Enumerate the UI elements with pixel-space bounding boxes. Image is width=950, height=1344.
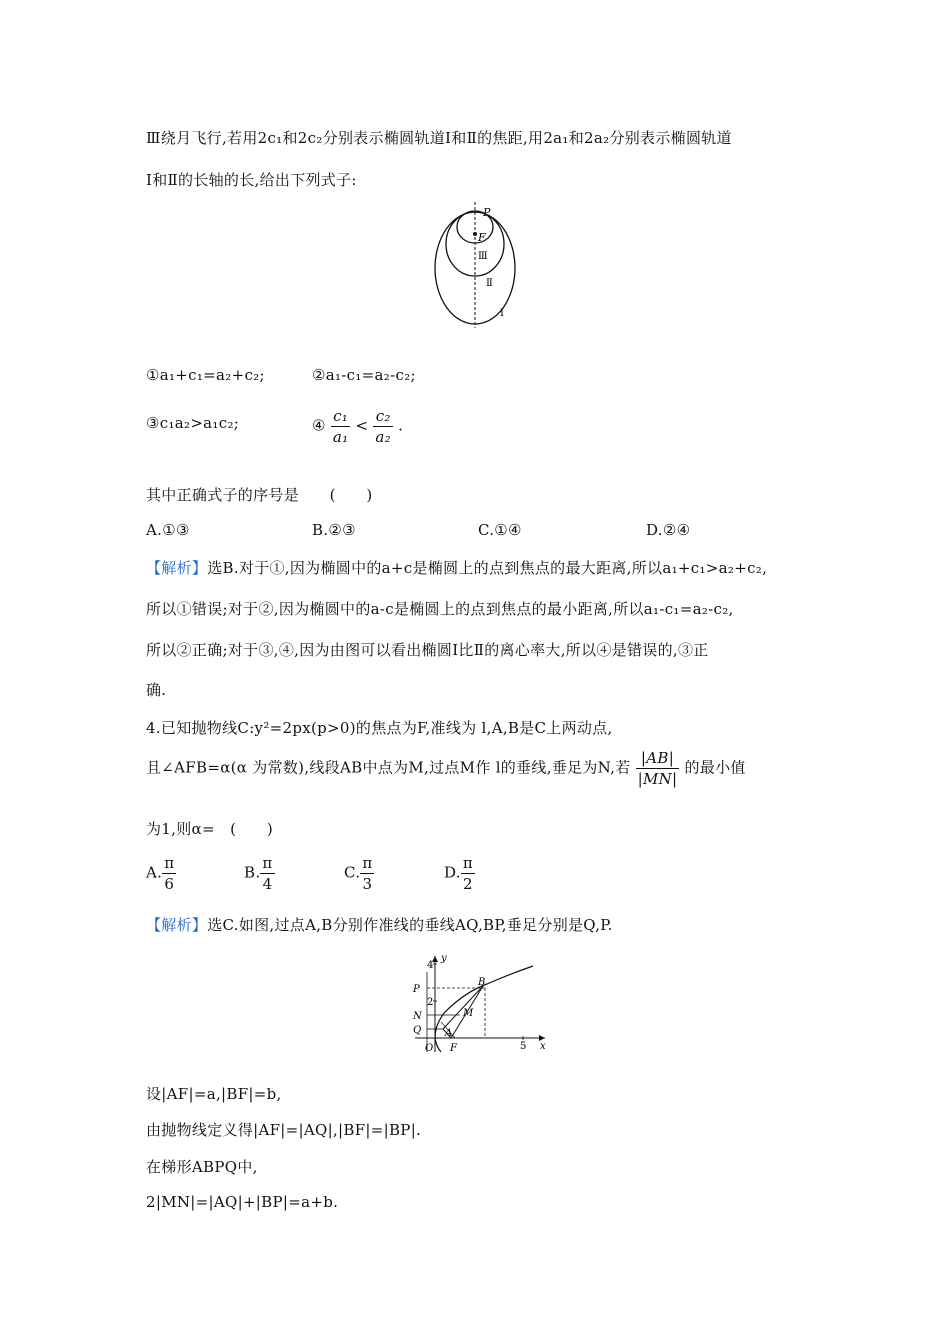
label-4: 4 xyxy=(427,960,434,971)
solution-tag: 【解析】 xyxy=(146,916,208,934)
q4-choice-C: C. $\frac{\pi}{3}$ xyxy=(344,854,373,893)
intro-line-1: Ⅲ绕月飞行,若用2c₁和2c₂分别表示椭圆轨道Ⅰ和Ⅱ的焦距,用2a₁和2a₂分别表示椭圆轨道 xyxy=(146,129,732,147)
solution-tag: 【解析】 xyxy=(146,559,208,577)
label-M: M xyxy=(463,1008,474,1019)
solution-3-line-1: 【解析】选B.对于①,因为椭圆中的a+c是椭圆上的点到焦点的最大距离,所以a₁+c₁>a₂+c₂, xyxy=(146,559,768,577)
option-4: ④ $\frac{\text{c₁}}{\text{a₁}}$ < $\frac{\text{c₂}}{\text{a₂}}$ . xyxy=(312,407,404,446)
question-4-line-3: 为1,则α= ( ) xyxy=(146,820,274,838)
step-4: 2|MN|=|AQ|+|BP|=a+b. xyxy=(146,1193,339,1211)
label-III: Ⅲ xyxy=(478,251,488,262)
step-2: 由抛物线定义得|AF|=|AQ|,|BF|=|BP|. xyxy=(146,1121,422,1139)
label-Q: Q xyxy=(413,1025,422,1036)
choice-A: A.①③ xyxy=(146,521,190,539)
label-5: 5 xyxy=(520,1041,527,1052)
label-O: O xyxy=(425,1043,434,1054)
parabola-figure xyxy=(405,952,555,1057)
solution-3-line-4: 确. xyxy=(146,681,167,699)
label-y: y xyxy=(441,953,447,964)
choice-C: C.①④ xyxy=(478,521,522,539)
label-x: x xyxy=(540,1041,546,1052)
label-B: B xyxy=(478,977,486,988)
q4-choice-D: D. $\frac{\pi}{2}$ xyxy=(444,854,474,893)
question-4-line-1: 4.已知抛物线C:y²=2px(p>0)的焦点为F,准线为 l,A,B是C上两动点, xyxy=(146,719,613,737)
choice-B: B.②③ xyxy=(312,521,356,539)
option-1: ①a₁+c₁=a₂+c₂; xyxy=(146,366,265,384)
parabola-lower-branch xyxy=(435,1038,441,1052)
label-II: Ⅱ xyxy=(486,278,493,289)
label-I: Ⅰ xyxy=(500,308,504,319)
option-3: ③c₁a₂>a₁c₂; xyxy=(146,414,240,432)
choice-D: D.②④ xyxy=(646,521,691,539)
question-4-line-2: 且∠AFB=α(α 为常数),线段AB中点为M,过点M作 l的垂线,垂足为N,若 $\frac{|AB|}{|MN|}$ 的最小值 xyxy=(146,749,746,788)
q4-choice-B: B. $\frac{\pi}{4}$ xyxy=(244,854,273,893)
label-F: F xyxy=(478,231,486,244)
step-1: 设|AF|=a,|BF|=b, xyxy=(146,1085,282,1103)
label-2: 2 xyxy=(427,997,434,1008)
label-P: P xyxy=(413,984,420,995)
label-N: N xyxy=(413,1011,422,1022)
step-3: 在梯形ABPQ中, xyxy=(146,1158,258,1176)
label-A: A xyxy=(445,1028,453,1039)
label-F: F xyxy=(450,1043,457,1054)
question-3-stem: 其中正确式子的序号是 ( ) xyxy=(146,486,373,504)
intro-line-2: Ⅰ和Ⅱ的长轴的长,给出下列式子: xyxy=(146,171,357,189)
solution-3-line-3: 所以②正确;对于③,④,因为由图可以看出椭圆Ⅰ比Ⅱ的离心率大,所以④是错误的,③正 xyxy=(146,641,709,659)
solution-4-line-1: 【解析】选C.如图,过点A,B分别作准线的垂线AQ,BP,垂足分别是Q,P. xyxy=(146,916,613,934)
q4-choice-A: A. $\frac{\pi}{6}$ xyxy=(146,854,175,893)
label-P: P xyxy=(483,206,491,219)
focus-point xyxy=(473,232,477,236)
option-2: ②a₁-c₁=a₂-c₂; xyxy=(312,366,416,384)
solution-3-line-2: 所以①错误;对于②,因为椭圆中的a-c是椭圆上的点到焦点的最小距离,所以a₁-c₁=a₂-c₂, xyxy=(146,600,734,618)
ellipse-figure xyxy=(428,200,538,330)
